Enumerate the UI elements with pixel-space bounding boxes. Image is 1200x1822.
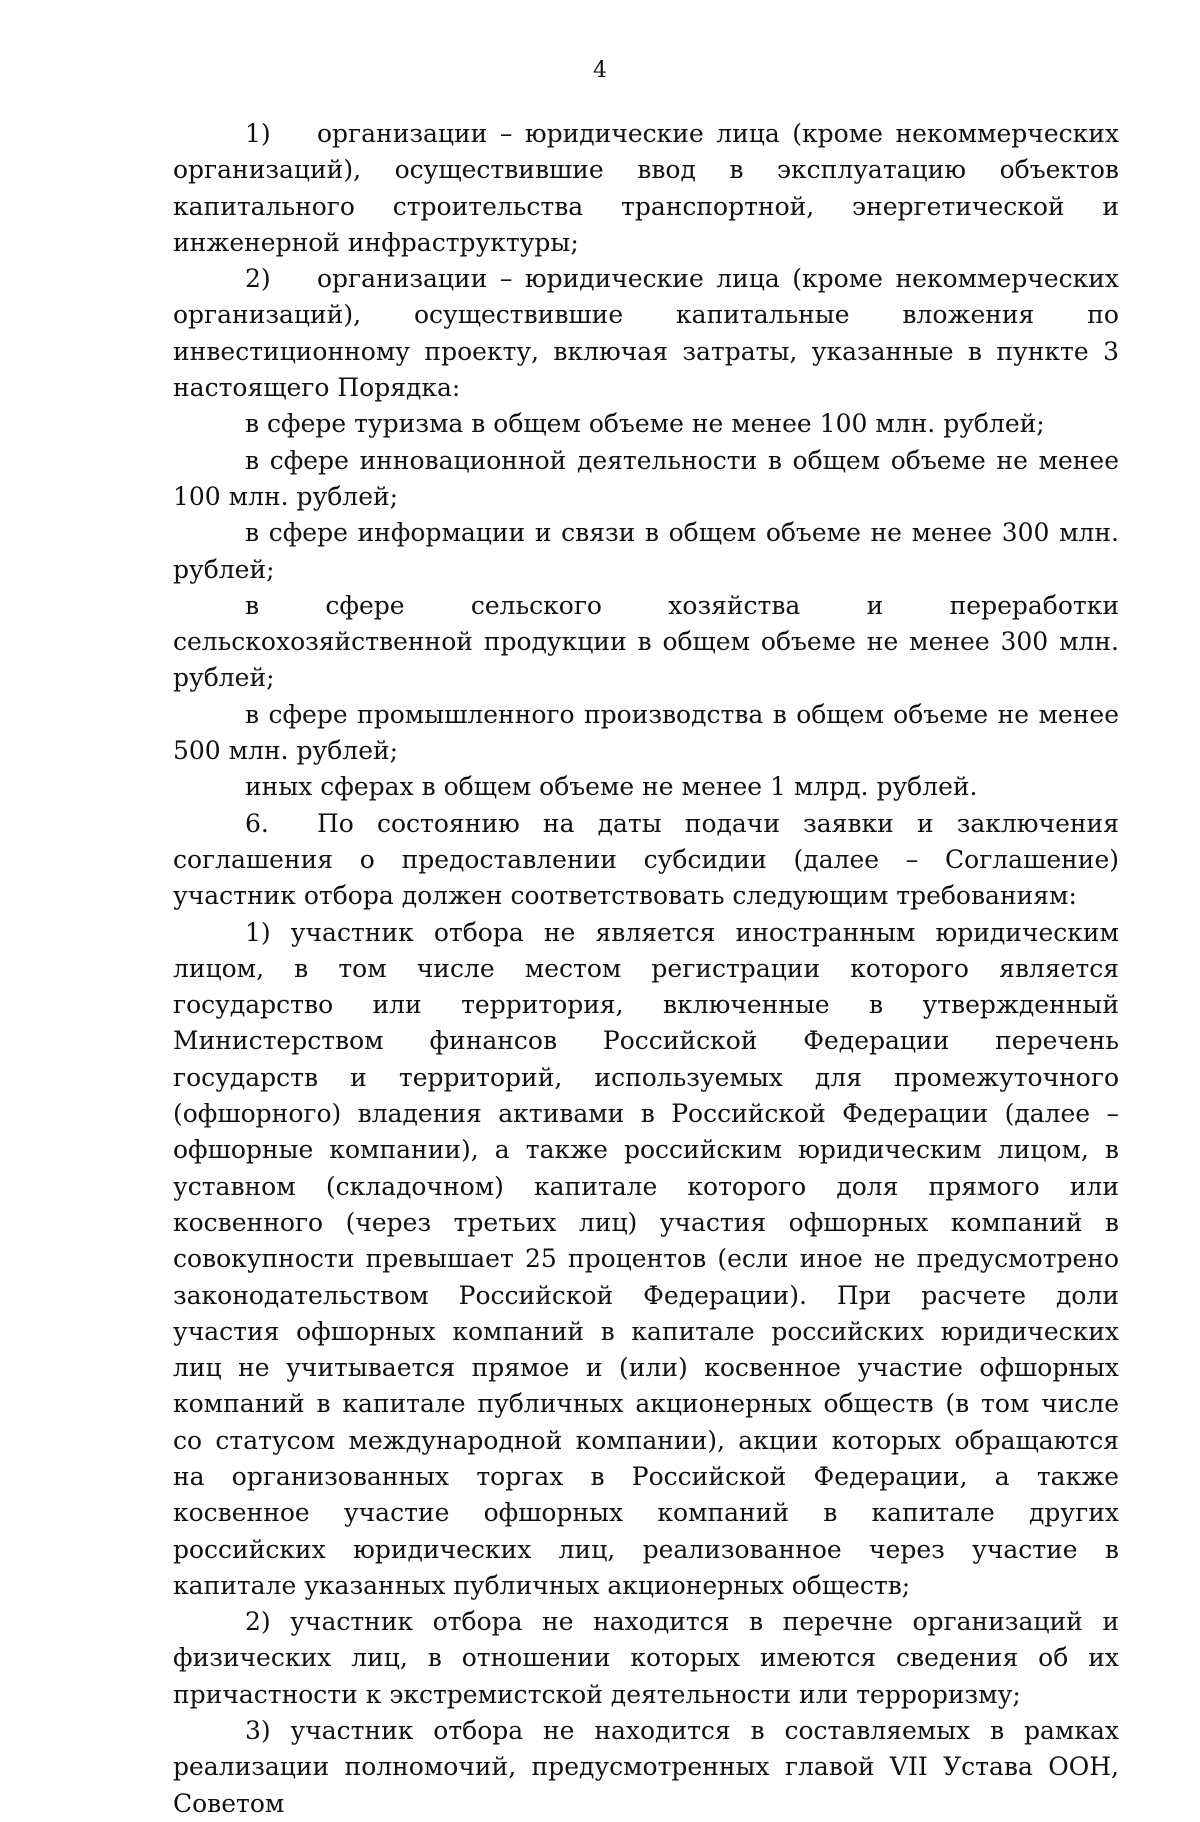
section-number: 6. — [245, 808, 269, 838]
paragraph-requirement-1: 1) участник отбора не является иностранным юридическим лицом, в том числе местом регистрации которого является государство или территория, включенные в утвержденный Министерством финансов Российской Федерации перечень государств и территорий, используемых для промежуточного (офшорного) владения активами в Российской Федерации (далее – офшорные компании), а также российским юридическим лицом, в уставном (складочном) капитале которого доля прямого или косвенного (через третьих лиц) участия офшорных компаний в совокупности превышает 25 процентов (если иное не предусмотрено законодательством Российской Федерации). При расчете доли участия офшорных компаний в капитале российских юридических лиц не учитывается прямое и (или) косвенное участие офшорных компаний в капитале публичных акционерных обществ (в том числе со статусом международной компании), акции которых обращаются на организованных торгах в Российской Федерации, а также косвенное участие офшорных компаний в капитале других российских юридических лиц, реализованное через участие в капитале указанных публичных акционерных обществ; — [173, 917, 1119, 1600]
paragraph-requirement-3: 3) участник отбора не находится в составляемых в рамках реализации полномочий, предусмотренных главой VII Устава ООН, Советом — [173, 1716, 1119, 1818]
page-number: 4 — [593, 58, 607, 83]
paragraph-innovation: в сфере инновационной деятельности в общем объеме не менее 100 млн. рублей; — [173, 445, 1119, 511]
section-text: По состоянию на даты подачи заявки и заключения соглашения о предоставлении субсидии (далее – Соглашение) участник отбора должен соответствовать следующим требованиям: — [173, 808, 1119, 911]
paragraph-industry: в сфере промышленного производства в общем объеме не менее 500 млн. рублей; — [173, 699, 1119, 766]
paragraph-item-1 — [173, 116, 1119, 261]
paragraph-section-6 — [173, 806, 1119, 915]
document-body — [173, 116, 1119, 1822]
paragraph-information: в сфере информации и связи в общем объеме не менее 300 млн. рублей; — [173, 518, 1119, 584]
paragraph-agriculture: в сфере сельского хозяйства и переработки сельскохозяйственной продукции в общем объеме не менее 300 млн. рублей; — [173, 590, 1119, 693]
item-number: 1) — [245, 119, 271, 148]
paragraph-item-2 — [173, 261, 1119, 406]
item-number: 2) — [245, 264, 271, 294]
item-text: организации – юридические лица (кроме некоммерческих организаций), осуществившие капитальные вложения по инвестиционному проекту, включая затраты, указанные в пункте 3 настоящего Порядка: — [173, 264, 1119, 403]
paragraph-other-spheres: иных сферах в общем объеме не менее 1 млрд. рублей. — [245, 772, 978, 802]
paragraph-requirement-2: 2) участник отбора не находится в перечне организаций и физических лиц, в отношении которых имеются сведения об их причастности к экстремистской деятельности или терроризму; — [173, 1607, 1119, 1709]
item-text: организации – юридические лица (кроме некоммерческих организаций), осуществившие ввод в эксплуатацию объектов капитального строительства транспортной, энергетической и инженерной инфраструктуры; — [173, 119, 1119, 257]
paragraph-tourism: в сфере туризма в общем объеме не менее 100 млн. рублей; — [245, 409, 1045, 439]
